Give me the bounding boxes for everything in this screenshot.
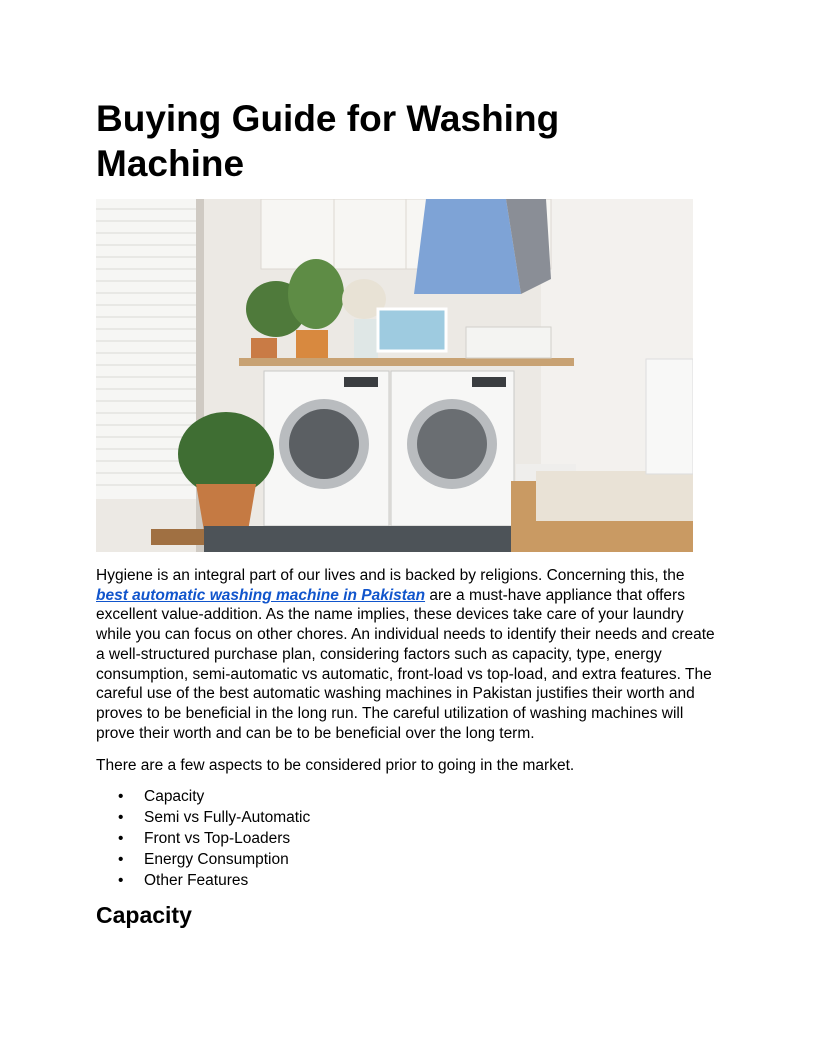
- bullet-icon: •: [118, 809, 124, 826]
- section-heading-capacity: Capacity: [96, 902, 192, 928]
- aspects-intro: There are a few aspects to be considered prior to going in the market.: [96, 757, 575, 774]
- bullet-icon: •: [118, 872, 124, 889]
- best-washing-machine-link[interactable]: best automatic washing machine in Pakistan: [96, 586, 426, 604]
- bullet-icon: •: [118, 830, 124, 847]
- list-item: [96, 870, 310, 891]
- list-item: [96, 807, 310, 828]
- intro-paragraph: [96, 566, 720, 743]
- bullet-icon: •: [118, 788, 124, 805]
- aspects-list: [96, 786, 310, 891]
- list-item-text: Capacity: [144, 788, 205, 805]
- list-item: [96, 828, 310, 849]
- page-title: Buying Guide for Washing Machine: [96, 98, 560, 184]
- intro-text-end: are a must-have appliance that offers excellent value-addition. As the name implies, these devices take care of your laundry while you can focus on other chores. An individual needs to identify their needs and create a well-structured purchase plan, considering factors such as capacity, type, energy consumption, semi-automatic vs automatic, front-load vs top-load, and extra features. The careful use of the best automatic washing machines in Pakistan justifies their worth and proves to be beneficial in the long run. The careful utilization of washing machines will prove their worth and can be to be beneficial over the long term.: [96, 586, 715, 742]
- list-item-text: Other Features: [144, 872, 249, 889]
- bullet-icon: •: [118, 851, 124, 868]
- list-item: [96, 849, 310, 870]
- list-item-text: Front vs Top-Loaders: [144, 830, 291, 847]
- intro-text-start: Hygiene is an integral part of our lives and is backed by religions. Concerning this, the: [96, 567, 685, 584]
- laundry-room-image: [96, 199, 693, 552]
- list-item-text: Energy Consumption: [144, 851, 289, 868]
- list-item-text: Semi vs Fully-Automatic: [144, 809, 311, 826]
- list-item: [96, 786, 310, 807]
